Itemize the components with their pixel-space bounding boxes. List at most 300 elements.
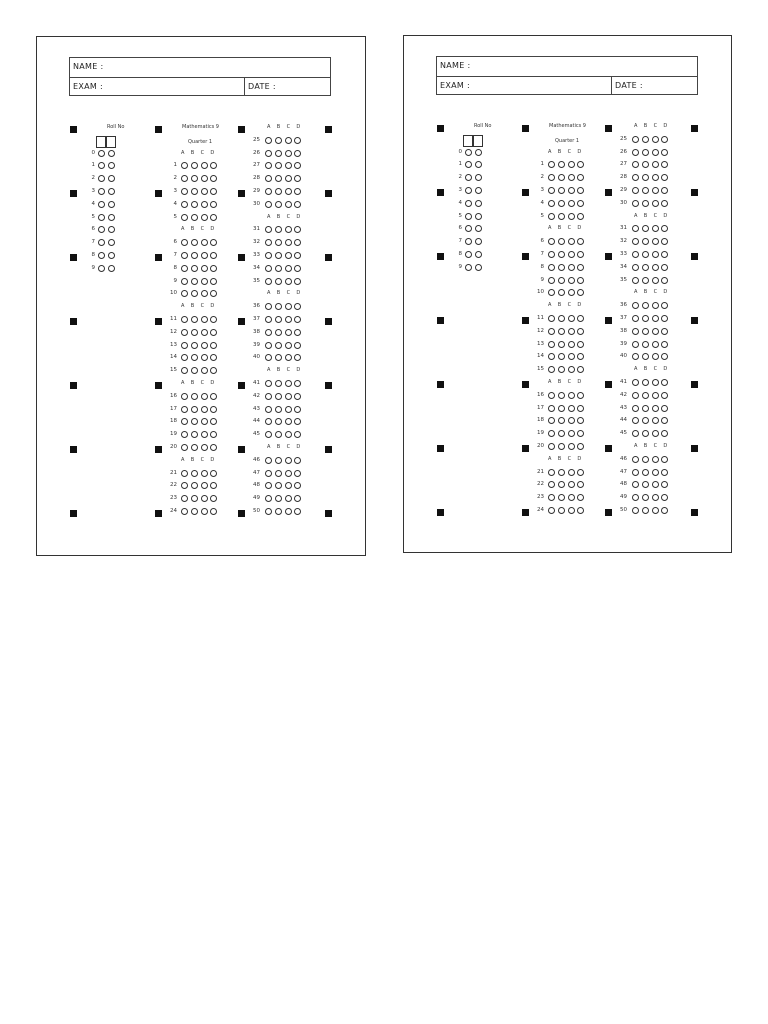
answer-bubble[interactable] [642, 481, 649, 488]
answer-bubble[interactable] [294, 303, 301, 310]
answer-bubble[interactable] [568, 264, 575, 271]
answer-bubble[interactable] [558, 213, 565, 220]
answer-bubble[interactable] [548, 443, 555, 450]
answer-bubble[interactable] [577, 161, 584, 168]
roll-bubble[interactable] [108, 175, 115, 182]
answer-bubble[interactable] [558, 251, 565, 258]
answer-bubble[interactable] [294, 431, 301, 438]
answer-bubble[interactable] [548, 430, 555, 437]
answer-bubble[interactable] [558, 161, 565, 168]
answer-bubble[interactable] [568, 161, 575, 168]
answer-bubble[interactable] [558, 366, 565, 373]
answer-bubble[interactable] [275, 431, 282, 438]
answer-bubble[interactable] [294, 175, 301, 182]
answer-bubble[interactable] [568, 405, 575, 412]
answer-bubble[interactable] [661, 161, 668, 168]
answer-bubble[interactable] [265, 150, 272, 157]
answer-bubble[interactable] [294, 265, 301, 272]
answer-bubble[interactable] [558, 481, 565, 488]
answer-bubble[interactable] [632, 174, 639, 181]
answer-bubble[interactable] [642, 379, 649, 386]
answer-bubble[interactable] [642, 494, 649, 501]
answer-bubble[interactable] [294, 482, 301, 489]
roll-bubble[interactable] [98, 175, 105, 182]
answer-bubble[interactable] [285, 265, 292, 272]
answer-bubble[interactable] [632, 328, 639, 335]
answer-bubble[interactable] [652, 481, 659, 488]
answer-bubble[interactable] [181, 239, 188, 246]
answer-bubble[interactable] [558, 469, 565, 476]
answer-bubble[interactable] [632, 341, 639, 348]
answer-bubble[interactable] [661, 328, 668, 335]
roll-entry-box[interactable] [473, 135, 483, 147]
answer-bubble[interactable] [632, 251, 639, 258]
answer-bubble[interactable] [642, 315, 649, 322]
roll-bubble[interactable] [465, 238, 472, 245]
roll-bubble[interactable] [108, 265, 115, 272]
answer-bubble[interactable] [191, 354, 198, 361]
answer-bubble[interactable] [201, 265, 208, 272]
answer-bubble[interactable] [652, 315, 659, 322]
answer-bubble[interactable] [201, 393, 208, 400]
answer-bubble[interactable] [191, 508, 198, 515]
answer-bubble[interactable] [285, 508, 292, 515]
answer-bubble[interactable] [568, 417, 575, 424]
answer-bubble[interactable] [285, 329, 292, 336]
answer-bubble[interactable] [568, 251, 575, 258]
answer-bubble[interactable] [558, 264, 565, 271]
answer-bubble[interactable] [201, 508, 208, 515]
answer-bubble[interactable] [568, 277, 575, 284]
answer-bubble[interactable] [285, 137, 292, 144]
answer-bubble[interactable] [285, 252, 292, 259]
answer-bubble[interactable] [548, 161, 555, 168]
answer-bubble[interactable] [568, 353, 575, 360]
answer-bubble[interactable] [558, 277, 565, 284]
answer-bubble[interactable] [652, 494, 659, 501]
answer-bubble[interactable] [210, 214, 217, 221]
answer-bubble[interactable] [548, 353, 555, 360]
answer-bubble[interactable] [661, 225, 668, 232]
answer-bubble[interactable] [652, 187, 659, 194]
answer-bubble[interactable] [201, 329, 208, 336]
answer-bubble[interactable] [632, 392, 639, 399]
answer-bubble[interactable] [275, 393, 282, 400]
answer-bubble[interactable] [265, 354, 272, 361]
answer-bubble[interactable] [548, 238, 555, 245]
answer-bubble[interactable] [275, 457, 282, 464]
roll-bubble[interactable] [465, 187, 472, 194]
answer-bubble[interactable] [265, 418, 272, 425]
name-field[interactable] [69, 57, 331, 78]
answer-bubble[interactable] [642, 328, 649, 335]
answer-bubble[interactable] [285, 316, 292, 323]
answer-bubble[interactable] [191, 162, 198, 169]
answer-bubble[interactable] [577, 174, 584, 181]
roll-bubble[interactable] [475, 174, 482, 181]
answer-bubble[interactable] [201, 188, 208, 195]
answer-bubble[interactable] [191, 201, 198, 208]
answer-bubble[interactable] [568, 315, 575, 322]
answer-bubble[interactable] [265, 226, 272, 233]
answer-bubble[interactable] [632, 315, 639, 322]
answer-bubble[interactable] [548, 264, 555, 271]
answer-bubble[interactable] [642, 417, 649, 424]
answer-bubble[interactable] [642, 353, 649, 360]
answer-bubble[interactable] [191, 406, 198, 413]
answer-bubble[interactable] [558, 494, 565, 501]
answer-bubble[interactable] [632, 149, 639, 156]
answer-bubble[interactable] [632, 187, 639, 194]
answer-bubble[interactable] [265, 137, 272, 144]
answer-bubble[interactable] [577, 187, 584, 194]
roll-bubble[interactable] [108, 201, 115, 208]
answer-bubble[interactable] [661, 507, 668, 514]
answer-bubble[interactable] [652, 174, 659, 181]
answer-bubble[interactable] [661, 136, 668, 143]
answer-bubble[interactable] [642, 187, 649, 194]
answer-bubble[interactable] [294, 393, 301, 400]
answer-bubble[interactable] [558, 187, 565, 194]
answer-bubble[interactable] [181, 278, 188, 285]
answer-bubble[interactable] [210, 354, 217, 361]
answer-bubble[interactable] [558, 430, 565, 437]
answer-bubble[interactable] [558, 174, 565, 181]
answer-bubble[interactable] [181, 342, 188, 349]
answer-bubble[interactable] [632, 302, 639, 309]
answer-bubble[interactable] [210, 406, 217, 413]
answer-bubble[interactable] [191, 239, 198, 246]
answer-bubble[interactable] [661, 277, 668, 284]
answer-bubble[interactable] [568, 430, 575, 437]
answer-bubble[interactable] [548, 469, 555, 476]
answer-bubble[interactable] [191, 482, 198, 489]
answer-bubble[interactable] [294, 406, 301, 413]
answer-bubble[interactable] [548, 200, 555, 207]
answer-bubble[interactable] [642, 238, 649, 245]
answer-bubble[interactable] [652, 200, 659, 207]
answer-bubble[interactable] [191, 188, 198, 195]
answer-bubble[interactable] [548, 417, 555, 424]
answer-bubble[interactable] [285, 482, 292, 489]
answer-bubble[interactable] [568, 174, 575, 181]
roll-bubble[interactable] [465, 213, 472, 220]
answer-bubble[interactable] [181, 201, 188, 208]
answer-bubble[interactable] [285, 278, 292, 285]
answer-bubble[interactable] [632, 238, 639, 245]
answer-bubble[interactable] [558, 315, 565, 322]
answer-bubble[interactable] [568, 366, 575, 373]
answer-bubble[interactable] [201, 354, 208, 361]
answer-bubble[interactable] [548, 289, 555, 296]
answer-bubble[interactable] [294, 150, 301, 157]
answer-bubble[interactable] [558, 200, 565, 207]
answer-bubble[interactable] [265, 431, 272, 438]
answer-bubble[interactable] [181, 265, 188, 272]
answer-bubble[interactable] [652, 379, 659, 386]
roll-bubble[interactable] [475, 200, 482, 207]
answer-bubble[interactable] [275, 226, 282, 233]
answer-bubble[interactable] [294, 495, 301, 502]
answer-bubble[interactable] [294, 278, 301, 285]
answer-bubble[interactable] [294, 137, 301, 144]
answer-bubble[interactable] [642, 161, 649, 168]
answer-bubble[interactable] [275, 495, 282, 502]
answer-bubble[interactable] [632, 353, 639, 360]
answer-bubble[interactable] [181, 188, 188, 195]
answer-bubble[interactable] [191, 393, 198, 400]
answer-bubble[interactable] [265, 482, 272, 489]
answer-bubble[interactable] [568, 443, 575, 450]
answer-bubble[interactable] [661, 341, 668, 348]
answer-bubble[interactable] [294, 188, 301, 195]
answer-bubble[interactable] [265, 188, 272, 195]
answer-bubble[interactable] [558, 405, 565, 412]
answer-bubble[interactable] [275, 175, 282, 182]
answer-bubble[interactable] [275, 201, 282, 208]
answer-bubble[interactable] [275, 265, 282, 272]
answer-bubble[interactable] [210, 431, 217, 438]
answer-bubble[interactable] [201, 431, 208, 438]
roll-entry-box[interactable] [96, 136, 106, 148]
answer-bubble[interactable] [285, 150, 292, 157]
answer-bubble[interactable] [181, 508, 188, 515]
answer-bubble[interactable] [294, 316, 301, 323]
answer-bubble[interactable] [661, 264, 668, 271]
answer-bubble[interactable] [661, 315, 668, 322]
name-field[interactable] [436, 56, 698, 77]
answer-bubble[interactable] [210, 188, 217, 195]
roll-bubble[interactable] [108, 188, 115, 195]
answer-bubble[interactable] [577, 507, 584, 514]
answer-bubble[interactable] [548, 366, 555, 373]
roll-bubble[interactable] [98, 188, 105, 195]
answer-bubble[interactable] [285, 495, 292, 502]
answer-bubble[interactable] [294, 470, 301, 477]
answer-bubble[interactable] [577, 417, 584, 424]
answer-bubble[interactable] [548, 341, 555, 348]
answer-bubble[interactable] [661, 417, 668, 424]
answer-bubble[interactable] [275, 508, 282, 515]
answer-bubble[interactable] [210, 239, 217, 246]
answer-bubble[interactable] [265, 380, 272, 387]
answer-bubble[interactable] [294, 162, 301, 169]
answer-bubble[interactable] [210, 290, 217, 297]
answer-bubble[interactable] [632, 507, 639, 514]
answer-bubble[interactable] [661, 481, 668, 488]
answer-bubble[interactable] [210, 418, 217, 425]
answer-bubble[interactable] [275, 380, 282, 387]
answer-bubble[interactable] [285, 393, 292, 400]
answer-bubble[interactable] [210, 316, 217, 323]
answer-bubble[interactable] [568, 289, 575, 296]
answer-bubble[interactable] [275, 418, 282, 425]
answer-bubble[interactable] [548, 494, 555, 501]
answer-bubble[interactable] [632, 469, 639, 476]
answer-bubble[interactable] [285, 342, 292, 349]
answer-bubble[interactable] [265, 175, 272, 182]
answer-bubble[interactable] [294, 329, 301, 336]
answer-bubble[interactable] [568, 392, 575, 399]
answer-bubble[interactable] [652, 161, 659, 168]
answer-bubble[interactable] [642, 430, 649, 437]
roll-bubble[interactable] [465, 251, 472, 258]
answer-bubble[interactable] [642, 136, 649, 143]
answer-bubble[interactable] [568, 481, 575, 488]
answer-bubble[interactable] [632, 225, 639, 232]
answer-bubble[interactable] [265, 162, 272, 169]
answer-bubble[interactable] [652, 277, 659, 284]
answer-bubble[interactable] [191, 367, 198, 374]
answer-bubble[interactable] [632, 430, 639, 437]
answer-bubble[interactable] [265, 470, 272, 477]
answer-bubble[interactable] [191, 265, 198, 272]
answer-bubble[interactable] [632, 161, 639, 168]
answer-bubble[interactable] [191, 431, 198, 438]
answer-bubble[interactable] [632, 494, 639, 501]
answer-bubble[interactable] [577, 328, 584, 335]
answer-bubble[interactable] [210, 342, 217, 349]
answer-bubble[interactable] [265, 406, 272, 413]
answer-bubble[interactable] [661, 392, 668, 399]
answer-bubble[interactable] [181, 354, 188, 361]
answer-bubble[interactable] [661, 353, 668, 360]
answer-bubble[interactable] [181, 482, 188, 489]
answer-bubble[interactable] [285, 380, 292, 387]
answer-bubble[interactable] [265, 393, 272, 400]
answer-bubble[interactable] [191, 444, 198, 451]
answer-bubble[interactable] [265, 495, 272, 502]
answer-bubble[interactable] [548, 405, 555, 412]
answer-bubble[interactable] [577, 277, 584, 284]
roll-bubble[interactable] [108, 252, 115, 259]
answer-bubble[interactable] [652, 507, 659, 514]
answer-bubble[interactable] [210, 367, 217, 374]
answer-bubble[interactable] [548, 174, 555, 181]
answer-bubble[interactable] [275, 239, 282, 246]
answer-bubble[interactable] [275, 137, 282, 144]
answer-bubble[interactable] [201, 201, 208, 208]
roll-bubble[interactable] [475, 161, 482, 168]
answer-bubble[interactable] [548, 392, 555, 399]
answer-bubble[interactable] [548, 187, 555, 194]
answer-bubble[interactable] [577, 341, 584, 348]
answer-bubble[interactable] [191, 342, 198, 349]
roll-bubble[interactable] [475, 187, 482, 194]
answer-bubble[interactable] [210, 470, 217, 477]
roll-bubble[interactable] [475, 213, 482, 220]
answer-bubble[interactable] [652, 430, 659, 437]
answer-bubble[interactable] [652, 392, 659, 399]
answer-bubble[interactable] [568, 187, 575, 194]
answer-bubble[interactable] [181, 431, 188, 438]
answer-bubble[interactable] [191, 329, 198, 336]
answer-bubble[interactable] [548, 251, 555, 258]
answer-bubble[interactable] [201, 252, 208, 259]
answer-bubble[interactable] [652, 328, 659, 335]
roll-bubble[interactable] [98, 201, 105, 208]
answer-bubble[interactable] [201, 470, 208, 477]
answer-bubble[interactable] [285, 470, 292, 477]
answer-bubble[interactable] [210, 482, 217, 489]
answer-bubble[interactable] [265, 316, 272, 323]
answer-bubble[interactable] [642, 174, 649, 181]
answer-bubble[interactable] [577, 366, 584, 373]
answer-bubble[interactable] [201, 214, 208, 221]
answer-bubble[interactable] [548, 507, 555, 514]
answer-bubble[interactable] [210, 329, 217, 336]
roll-bubble[interactable] [475, 264, 482, 271]
answer-bubble[interactable] [642, 277, 649, 284]
answer-bubble[interactable] [265, 303, 272, 310]
answer-bubble[interactable] [275, 470, 282, 477]
answer-bubble[interactable] [642, 264, 649, 271]
answer-bubble[interactable] [294, 342, 301, 349]
answer-bubble[interactable] [294, 201, 301, 208]
answer-bubble[interactable] [632, 136, 639, 143]
answer-bubble[interactable] [275, 188, 282, 195]
answer-bubble[interactable] [632, 200, 639, 207]
answer-bubble[interactable] [577, 200, 584, 207]
roll-bubble[interactable] [108, 162, 115, 169]
answer-bubble[interactable] [642, 149, 649, 156]
answer-bubble[interactable] [577, 264, 584, 271]
answer-bubble[interactable] [294, 380, 301, 387]
answer-bubble[interactable] [191, 290, 198, 297]
answer-bubble[interactable] [548, 213, 555, 220]
answer-bubble[interactable] [652, 456, 659, 463]
answer-bubble[interactable] [210, 201, 217, 208]
answer-bubble[interactable] [265, 508, 272, 515]
answer-bubble[interactable] [201, 162, 208, 169]
answer-bubble[interactable] [652, 417, 659, 424]
answer-bubble[interactable] [661, 174, 668, 181]
answer-bubble[interactable] [191, 278, 198, 285]
roll-bubble[interactable] [108, 239, 115, 246]
answer-bubble[interactable] [652, 405, 659, 412]
answer-bubble[interactable] [577, 443, 584, 450]
answer-bubble[interactable] [191, 316, 198, 323]
answer-bubble[interactable] [577, 315, 584, 322]
answer-bubble[interactable] [181, 367, 188, 374]
answer-bubble[interactable] [210, 393, 217, 400]
answer-bubble[interactable] [632, 456, 639, 463]
answer-bubble[interactable] [294, 418, 301, 425]
answer-bubble[interactable] [265, 239, 272, 246]
answer-bubble[interactable] [632, 405, 639, 412]
answer-bubble[interactable] [181, 406, 188, 413]
answer-bubble[interactable] [652, 149, 659, 156]
roll-bubble[interactable] [475, 225, 482, 232]
answer-bubble[interactable] [652, 341, 659, 348]
answer-bubble[interactable] [210, 162, 217, 169]
answer-bubble[interactable] [285, 418, 292, 425]
answer-bubble[interactable] [210, 508, 217, 515]
answer-bubble[interactable] [285, 162, 292, 169]
answer-bubble[interactable] [181, 418, 188, 425]
answer-bubble[interactable] [568, 213, 575, 220]
answer-bubble[interactable] [285, 188, 292, 195]
answer-bubble[interactable] [568, 328, 575, 335]
answer-bubble[interactable] [642, 392, 649, 399]
answer-bubble[interactable] [632, 417, 639, 424]
answer-bubble[interactable] [642, 405, 649, 412]
answer-bubble[interactable] [181, 214, 188, 221]
answer-bubble[interactable] [181, 252, 188, 259]
answer-bubble[interactable] [548, 315, 555, 322]
answer-bubble[interactable] [210, 495, 217, 502]
answer-bubble[interactable] [181, 393, 188, 400]
